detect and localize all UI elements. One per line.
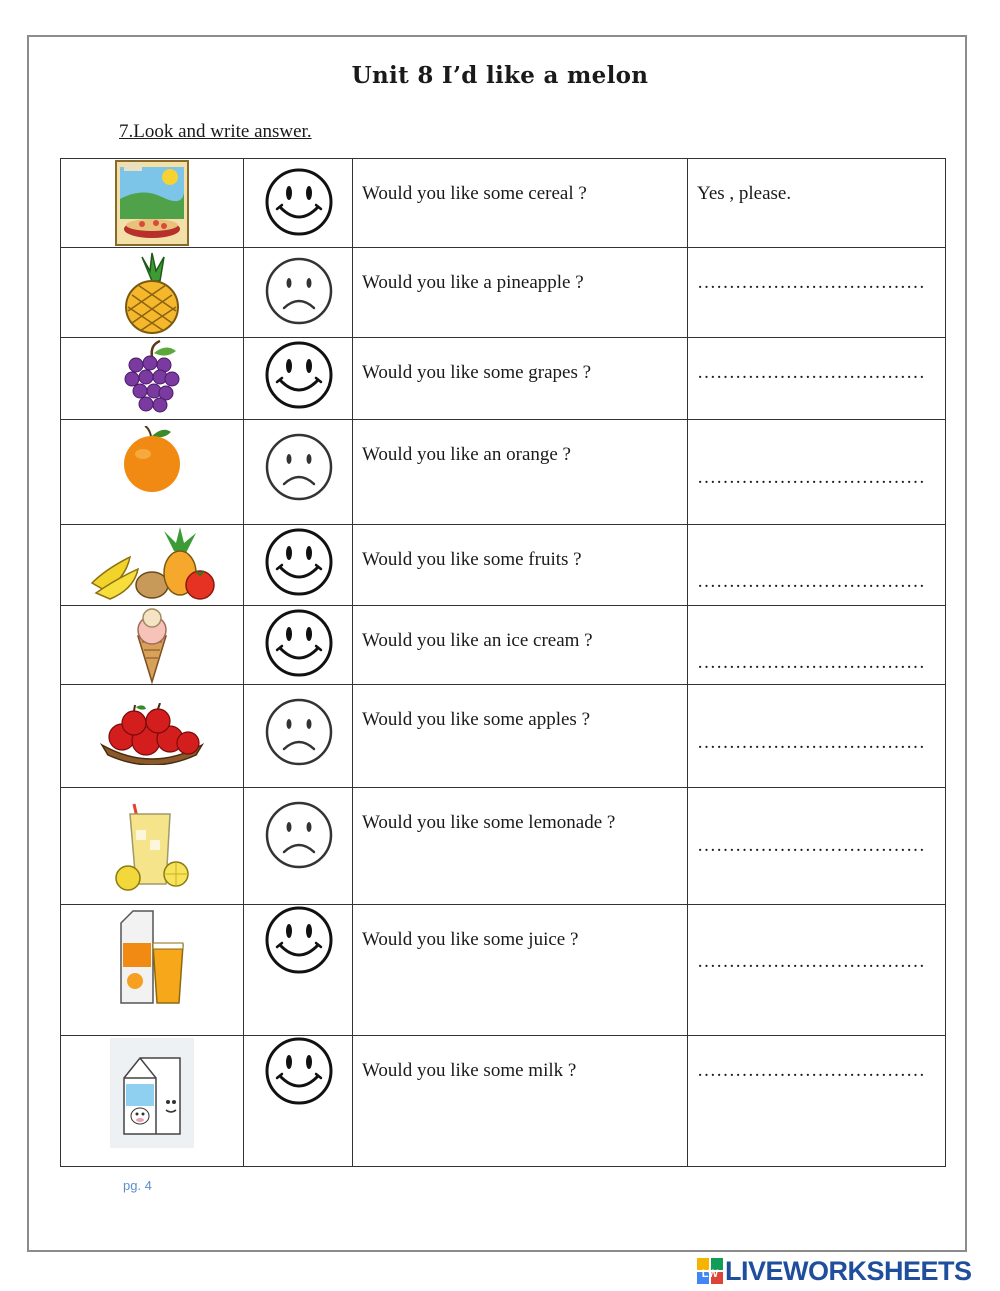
exercise-table <box>60 158 946 1167</box>
face-cell <box>244 685 353 788</box>
orange-icon <box>121 426 183 494</box>
question-text: Would you like an orange ? <box>362 444 571 465</box>
picture-cell <box>61 685 244 788</box>
question-text: Would you like a pineapple ? <box>362 272 584 293</box>
face-cell <box>244 606 353 685</box>
face-cell <box>244 338 353 420</box>
sad-face-icon <box>264 256 334 326</box>
answer-blank[interactable]: ……………………………… <box>697 652 925 673</box>
sad-face-icon <box>264 697 334 767</box>
question-cell <box>353 905 688 1036</box>
picture-cell <box>61 1036 244 1167</box>
lemonade-icon <box>112 800 192 892</box>
answer-blank[interactable]: ……………………………… <box>697 571 925 592</box>
liveworksheets-wordmark: LIVEWORKSHEETS <box>725 1255 972 1286</box>
ice-cream-icon <box>132 606 172 684</box>
answer-cell <box>688 1036 946 1167</box>
picture-cell <box>61 338 244 420</box>
answer-cell <box>688 420 946 525</box>
question-cell <box>353 248 688 338</box>
answer-blank[interactable]: ……………………………… <box>697 362 925 383</box>
answer-cell <box>688 525 946 606</box>
answer-cell <box>688 685 946 788</box>
page-number: pg. 4 <box>123 1178 152 1193</box>
face-cell <box>244 525 353 606</box>
question-cell <box>353 420 688 525</box>
liveworksheets-logo-letters: LW <box>701 1268 719 1280</box>
face-cell <box>244 1036 353 1167</box>
milk-carton-icon <box>110 1038 194 1148</box>
liveworksheets-logo-icon <box>697 1258 723 1284</box>
answer-blank[interactable]: ……………………………… <box>697 732 925 753</box>
answer-cell <box>688 159 946 248</box>
question-cell <box>353 525 688 606</box>
table-row <box>61 420 946 525</box>
question-cell <box>353 788 688 905</box>
table-row <box>61 159 946 248</box>
happy-face-icon <box>264 1036 334 1106</box>
liveworksheets-brand <box>697 1256 972 1286</box>
happy-face-icon <box>264 167 334 237</box>
juice-icon <box>117 907 187 1005</box>
answer-blank[interactable]: ……………………………… <box>697 951 925 972</box>
fruits-icon <box>86 527 218 603</box>
sad-face-icon <box>264 432 334 502</box>
picture-cell <box>61 159 244 248</box>
answer-cell <box>688 338 946 420</box>
table-row <box>61 685 946 788</box>
face-cell <box>244 248 353 338</box>
question-text: Would you like some cereal ? <box>362 183 587 204</box>
question-text: Would you like an ice cream ? <box>362 630 593 651</box>
table-row <box>61 1036 946 1167</box>
answer-cell <box>688 248 946 338</box>
table-row <box>61 606 946 685</box>
face-cell <box>244 905 353 1036</box>
picture-cell <box>61 905 244 1036</box>
answer-cell <box>688 905 946 1036</box>
answer-cell <box>688 788 946 905</box>
picture-cell <box>61 248 244 338</box>
face-cell <box>244 420 353 525</box>
answer-cell <box>688 606 946 685</box>
answer-blank[interactable]: ……………………………… <box>697 1060 925 1081</box>
table-row <box>61 338 946 420</box>
pineapple-icon <box>120 251 184 335</box>
face-cell <box>244 788 353 905</box>
grapes-icon <box>122 339 182 419</box>
page-title: Unit 8 I’d like a melon <box>351 62 649 89</box>
picture-cell <box>61 525 244 606</box>
sad-face-icon <box>264 800 334 870</box>
happy-face-icon <box>264 608 334 678</box>
question-cell <box>353 338 688 420</box>
picture-cell <box>61 788 244 905</box>
cereal-box-icon <box>112 159 192 247</box>
question-text: Would you like some apples ? <box>362 709 591 730</box>
question-text: Would you like some milk ? <box>362 1060 577 1081</box>
table-row <box>61 525 946 606</box>
answer-blank[interactable]: ……………………………… <box>697 467 925 488</box>
table-row <box>61 905 946 1036</box>
question-text: Would you like some fruits ? <box>362 549 582 570</box>
picture-cell <box>61 420 244 525</box>
happy-face-icon <box>264 905 334 975</box>
table-row <box>61 248 946 338</box>
table-row <box>61 788 946 905</box>
question-text: Would you like some juice ? <box>362 929 579 950</box>
question-cell <box>353 606 688 685</box>
question-text: Would you like some lemonade ? <box>362 812 616 833</box>
answer-blank[interactable]: ……………………………… <box>697 835 925 856</box>
answer-text: Yes , please. <box>697 183 792 204</box>
instruction: 7.Look and write answer. <box>119 121 312 142</box>
apples-icon <box>100 703 204 765</box>
happy-face-icon <box>264 340 334 410</box>
answer-blank[interactable]: ……………………………… <box>697 272 925 293</box>
face-cell <box>244 159 353 248</box>
question-text: Would you like some grapes ? <box>362 362 592 383</box>
question-cell <box>353 159 688 248</box>
question-cell <box>353 685 688 788</box>
happy-face-icon <box>264 527 334 597</box>
picture-cell <box>61 606 244 685</box>
question-cell <box>353 1036 688 1167</box>
